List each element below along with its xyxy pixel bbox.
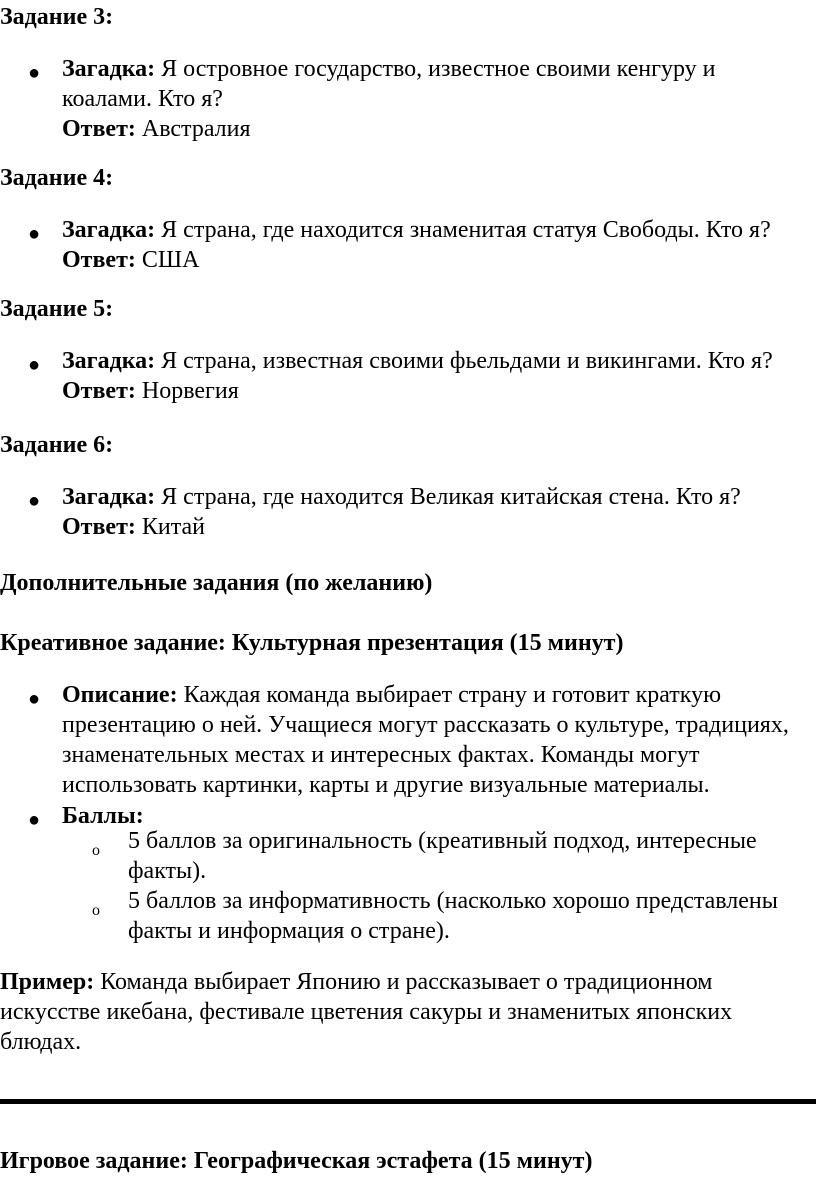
riddle-label: Загадка: <box>62 217 156 243</box>
horizontal-rule <box>0 1099 816 1104</box>
task-5-title: Задание 5: <box>0 296 114 322</box>
answer-text: Норвегия <box>135 378 239 404</box>
riddle-text: Я страна, где находится знаменитая статуя Свободы. Кто я? <box>155 217 771 243</box>
task-4-riddle <box>62 215 802 275</box>
bullet-icon: ● <box>28 62 41 84</box>
answer-text: Китай <box>135 514 205 540</box>
circle-bullet-icon: o <box>92 842 100 859</box>
creative-task-heading: Креативное задание: Культурная презентация (15 минут) <box>0 630 624 656</box>
bullet-icon: ● <box>28 223 41 245</box>
riddle-text: Я страна, известная своими фьельдами и викингами. Кто я? <box>155 348 773 374</box>
task-3-riddle <box>62 54 802 144</box>
task-6-riddle <box>62 482 802 542</box>
answer-label: Ответ: <box>62 247 136 273</box>
example-text: Команда выбирает Японию и рассказывает о традиционном искусстве икебана, фестивале цветения сакуры и знаменитых японских блюдах. <box>0 969 733 1055</box>
answer-label: Ответ: <box>62 514 136 540</box>
game-task-heading: Игровое задание: Географическая эстафета (15 минут) <box>0 1148 593 1174</box>
riddle-label: Загадка: <box>62 348 156 374</box>
riddle-text: Я островное государство, известное своими кенгуру и коалами. Кто я? <box>62 56 716 112</box>
circle-bullet-icon: o <box>92 902 100 919</box>
description-label: Описание: <box>62 682 178 708</box>
answer-text: Австралия <box>135 116 251 142</box>
creative-description <box>62 680 802 800</box>
riddle-label: Загадка: <box>62 484 156 510</box>
example-paragraph <box>0 967 790 1057</box>
task-6-title: Задание 6: <box>0 432 114 458</box>
points-item-2: 5 баллов за информативность (насколько хорошо представлены факты и информация о стране). <box>128 888 778 944</box>
riddle-label: Загадка: <box>62 56 156 82</box>
task-3-title: Задание 3: <box>0 4 114 30</box>
bullet-icon: ● <box>28 490 41 512</box>
riddle-text: Я страна, где находится Великая китайская стена. Кто я? <box>155 484 741 510</box>
answer-label: Ответ: <box>62 378 136 404</box>
task-4-title: Задание 4: <box>0 165 114 191</box>
bullet-icon: ● <box>28 688 41 710</box>
bullet-icon: ● <box>28 354 41 376</box>
extra-tasks-heading: Дополнительные задания (по желанию) <box>0 570 433 596</box>
bullet-icon: ● <box>28 809 41 831</box>
answer-label: Ответ: <box>62 116 136 142</box>
example-label: Пример: <box>0 969 95 995</box>
answer-text: США <box>135 247 200 273</box>
description-text: Каждая команда выбирает страну и готовит краткую презентацию о ней. Учащиеся могут рассказать о культуре, традициях, знаменательных местах и интересных фактах. Команды могут использовать картинки, карты и другие визуальные материалы. <box>62 682 789 798</box>
points-label-text: Баллы: <box>62 803 144 829</box>
points-item-1: 5 баллов за оригинальность (креативный подход, интересные факты). <box>128 828 757 884</box>
task-5-riddle <box>62 346 802 406</box>
